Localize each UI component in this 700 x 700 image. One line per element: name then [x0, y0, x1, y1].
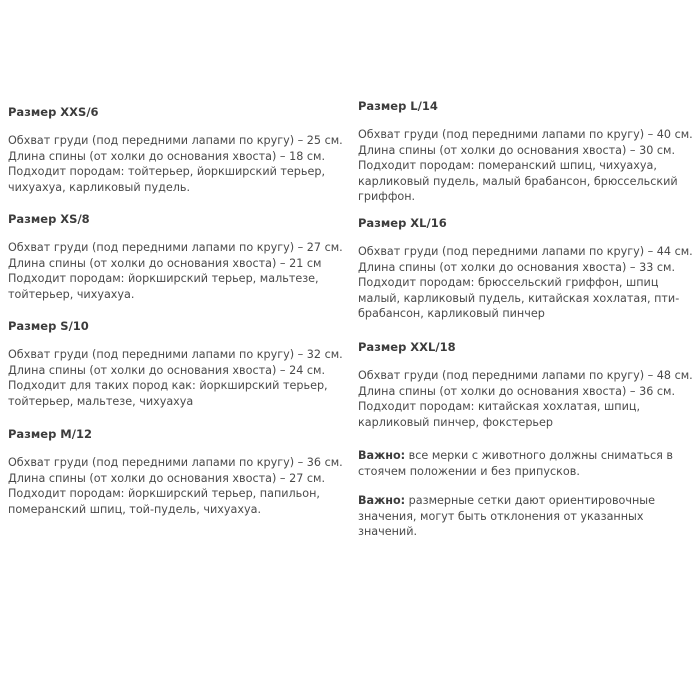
chest-girth-line: Обхват груди (под передними лапами по кругу) – 32 см. [8, 348, 343, 361]
size-block-s [8, 318, 348, 409]
breeds-line: тойтерьер, чихуахуа. [8, 287, 135, 301]
size-block-l [358, 98, 694, 205]
back-length-line: Длина спины (от холки до основания хвоста) – 18 см. [8, 149, 326, 163]
note-text: все мерки с животного должны сниматься в [405, 449, 673, 462]
note-line [358, 493, 694, 509]
breeds-line: тойтерьер, мальтезе, чихуахуа [8, 394, 194, 408]
breeds-line: брабансон, карликовый пинчер [358, 307, 545, 321]
size-heading: Размер M/12 [8, 427, 92, 441]
note-line: стоячем положении и без припусков. [358, 464, 580, 478]
chest-girth-line: Обхват груди (под передними лапами по кругу) – 40 см. [358, 128, 693, 141]
chest-girth-line: Обхват груди (под передними лапами по кругу) – 44 см. [358, 245, 693, 258]
size-heading: Размер L/14 [358, 99, 438, 113]
chest-girth-line: Обхват груди (под передними лапами по кругу) – 48 см. [358, 369, 693, 382]
size-block-xs [8, 211, 348, 302]
size-heading: Размер XS/8 [8, 212, 90, 226]
breeds-line: Подходит породам: тойтерьер, йоркширский терьер, [8, 165, 326, 179]
size-block-xl [358, 215, 694, 322]
back-length-line: Длина спины (от холки до основания хвоста) – 36 см. [358, 384, 676, 398]
breeds-line: Подходит породам: померанский шпиц, чихуахуа, [358, 159, 657, 173]
breeds-line: малый, карликовый пудель, китайская хохлатая, пти- [358, 291, 680, 305]
size-heading: Размер S/10 [8, 319, 89, 333]
back-length-line: Длина спины (от холки до основания хвоста) – 24 см. [8, 363, 326, 377]
breeds-line: карликовый пудель, малый брабансон, брюссельский [358, 174, 678, 188]
size-block-m [8, 426, 348, 517]
note-label: Важно: [358, 494, 406, 507]
size-block-xxs [8, 104, 348, 195]
chest-girth-line: Обхват груди (под передними лапами по кругу) – 36 см. [8, 456, 343, 469]
breeds-line: Подходит породам: йоркширский терьер, мальтезе, [8, 272, 319, 286]
important-note-size-charts [358, 493, 694, 540]
breeds-line: Подходит породам: китайская хохлатая, шпиц, [358, 400, 641, 414]
breeds-line: Подходит породам: йоркширский терьер, папильон, [8, 487, 320, 501]
note-line [358, 448, 694, 464]
note-line: значения, могут быть отклонения от указанных [358, 509, 644, 523]
back-length-line: Длина спины (от холки до основания хвоста) – 30 см. [358, 143, 676, 157]
important-note-measurements [358, 448, 694, 479]
back-length-line: Длина спины (от холки до основания хвоста) – 33 см. [358, 260, 676, 274]
size-heading: Размер XXS/6 [8, 105, 99, 119]
note-line: значений. [358, 525, 418, 539]
size-heading: Размер XXL/18 [358, 340, 456, 354]
breeds-line: гриффон. [358, 190, 416, 204]
chest-girth-line: Обхват груди (под передними лапами по кругу) – 25 см. [8, 134, 343, 147]
back-length-line: Длина спины (от холки до основания хвоста) – 27 см. [8, 471, 326, 485]
breeds-line: чихуахуа, карликовый пудель. [8, 180, 191, 194]
size-heading: Размер XL/16 [358, 216, 447, 230]
back-length-line: Длина спины (от холки до основания хвоста) – 21 см [8, 256, 322, 270]
breeds-line: Подходит породам: брюссельский гриффон, шпиц [358, 276, 659, 290]
chest-girth-line: Обхват груди (под передними лапами по кругу) – 27 см. [8, 241, 343, 254]
size-block-xxl [358, 339, 694, 430]
note-text: размерные сетки дают ориентировочные [405, 494, 656, 507]
breeds-line: карликовый пинчер, фокстерьер [358, 415, 553, 429]
note-label: Важно: [358, 449, 406, 462]
breeds-line: Подходит для таких пород как: йоркширский терьер, [8, 379, 328, 393]
breeds-line: померанский шпиц, той-пудель, чихуахуа. [8, 502, 262, 516]
